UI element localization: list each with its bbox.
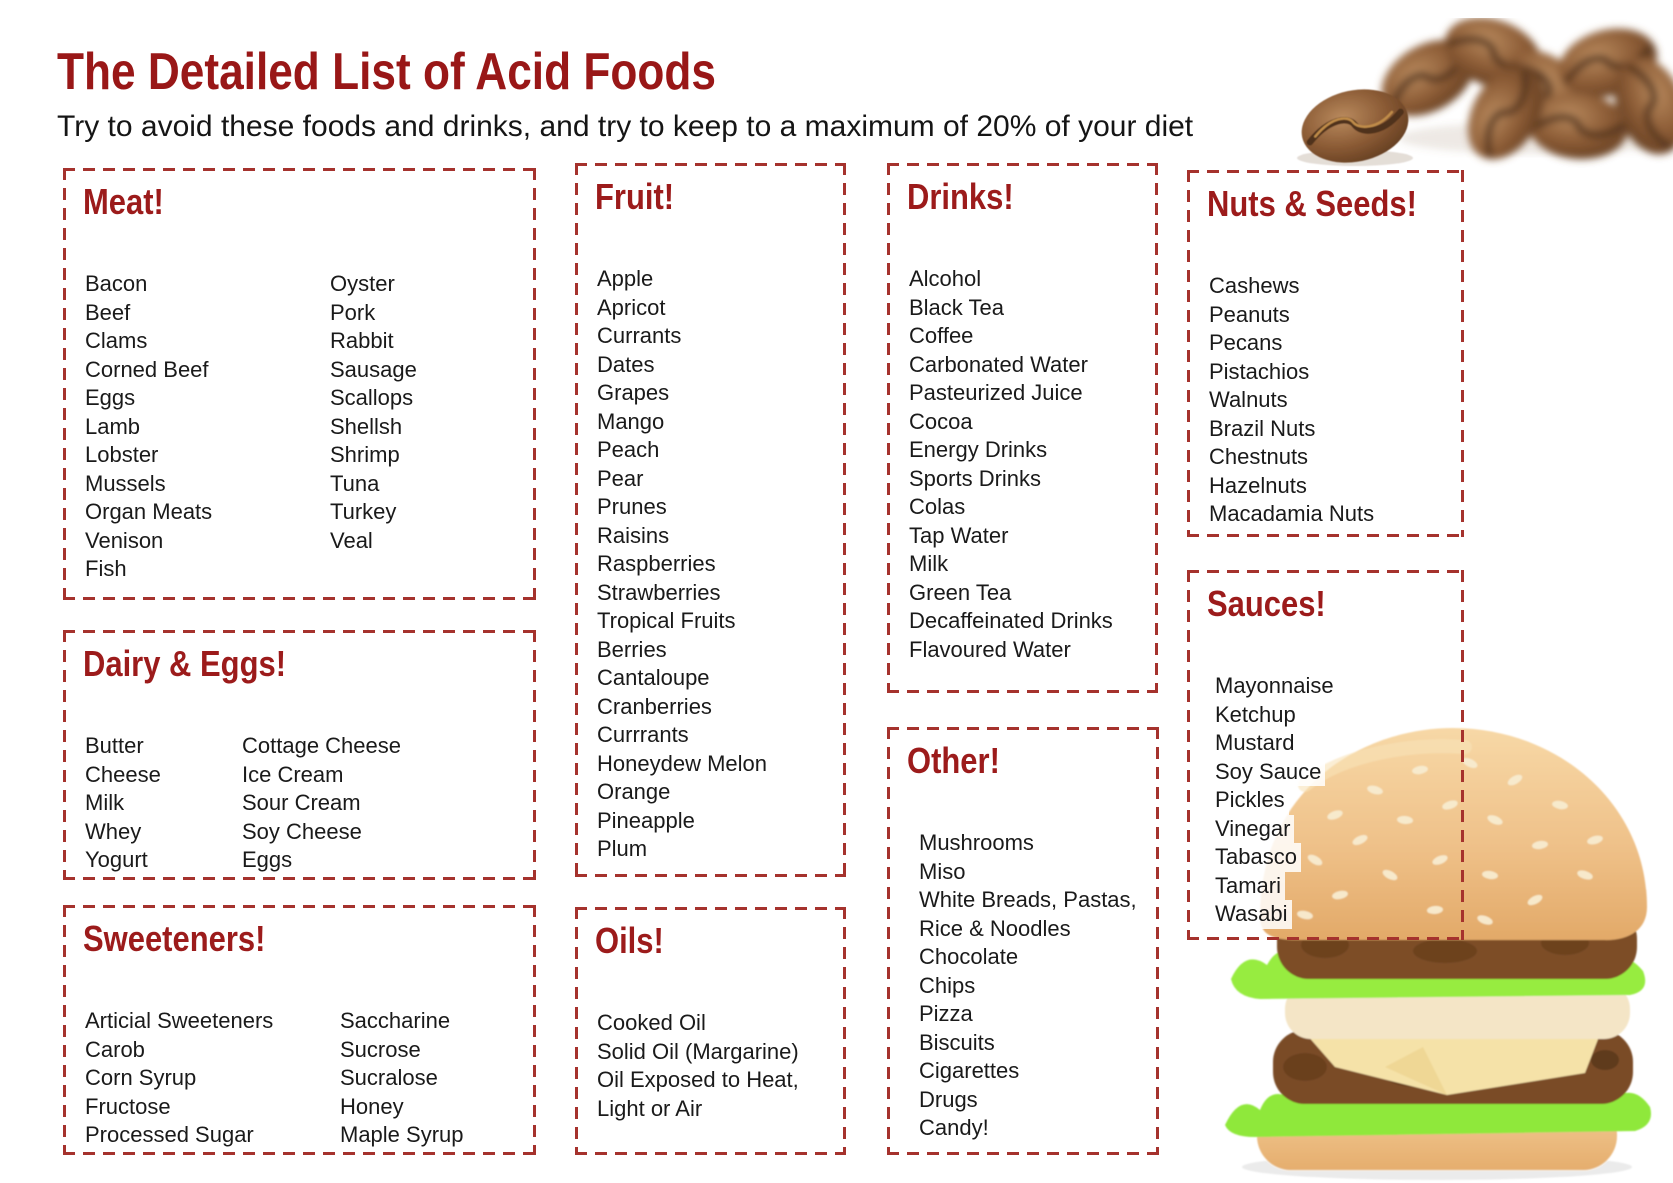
list-item: Pear	[597, 465, 647, 494]
list-item: Miso	[919, 858, 969, 887]
section-drinks	[887, 163, 1158, 693]
list-item: Shrimp	[330, 441, 404, 470]
list-item: Chocolate	[919, 943, 1022, 972]
list-item: Energy Drinks	[909, 436, 1051, 465]
list-item: Lamb	[85, 413, 144, 442]
list-item: Tuna	[330, 470, 383, 499]
list-item: Fish	[85, 555, 131, 584]
list-item: Raisins	[597, 522, 673, 551]
list-item: Scallops	[330, 384, 417, 413]
section-sauces	[1187, 570, 1464, 940]
list-item: Saccharine	[340, 1007, 454, 1036]
list-item: Soy Cheese	[242, 818, 366, 847]
list-item: Pickles	[1215, 786, 1289, 815]
food-list	[597, 1009, 803, 1123]
list-item: Organ Meats	[85, 498, 216, 527]
section-heading: Oils!	[595, 920, 664, 961]
list-item: Cigarettes	[919, 1057, 1023, 1086]
list-item: Colas	[909, 493, 969, 522]
list-item: Chestnuts	[1209, 443, 1312, 472]
page-title: The Detailed List of Acid Foods	[57, 43, 716, 101]
list-item: Candy!	[919, 1114, 993, 1143]
list-item: Raspberries	[597, 550, 720, 579]
list-item: Pizza	[919, 1000, 977, 1029]
list-item: Light or Air	[597, 1095, 706, 1124]
list-item: Wasabi	[1215, 900, 1292, 929]
section-meat	[63, 168, 536, 600]
coffee-beans-image	[1278, 18, 1673, 168]
list-item: Yogurt	[85, 846, 152, 875]
food-list	[597, 265, 771, 864]
list-item: Corned Beef	[85, 356, 213, 385]
list-item: Brazil Nuts	[1209, 415, 1319, 444]
list-item: Honeydew Melon	[597, 750, 771, 779]
list-item: Cashews	[1209, 272, 1303, 301]
list-item: Rabbit	[330, 327, 398, 356]
list-item: Oyster	[330, 270, 399, 299]
section-other	[887, 727, 1159, 1155]
section-fruit	[575, 163, 846, 877]
food-list	[909, 265, 1117, 664]
list-item: Coffee	[909, 322, 977, 351]
list-item: Currants	[597, 322, 685, 351]
list-item: Strawberries	[597, 579, 724, 608]
list-item: Orange	[597, 778, 674, 807]
list-item: Eggs	[242, 846, 296, 875]
food-list	[85, 732, 242, 875]
list-item: Mustard	[1215, 729, 1298, 758]
list-item: White Breads, Pastas,	[919, 886, 1141, 915]
food-list	[85, 1007, 340, 1150]
list-item: Tap Water	[909, 522, 1012, 551]
list-item: Whey	[85, 818, 145, 847]
section-oils	[575, 907, 846, 1155]
food-list	[340, 1007, 468, 1150]
list-item: Corn Syrup	[85, 1064, 200, 1093]
section-heading: Dairy & Eggs!	[83, 643, 287, 684]
list-item: Cooked Oil	[597, 1009, 710, 1038]
list-item: Mayonnaise	[1215, 672, 1338, 701]
list-item: Alcohol	[909, 265, 985, 294]
list-item: Apricot	[597, 294, 669, 323]
list-item: Mussels	[85, 470, 170, 499]
section-heading: Meat!	[83, 181, 164, 222]
list-item: Tabasco	[1215, 843, 1301, 872]
list-item: Butter	[85, 732, 148, 761]
list-item: Carbonated Water	[909, 351, 1092, 380]
list-item: Pork	[330, 299, 379, 328]
section-heading: Other!	[907, 740, 1000, 781]
list-item: Macadamia Nuts	[1209, 500, 1378, 529]
list-item: Apple	[597, 265, 657, 294]
list-item: Solid Oil (Margarine)	[597, 1038, 803, 1067]
list-item: Sucralose	[340, 1064, 442, 1093]
food-list	[330, 270, 421, 584]
list-item: Milk	[909, 550, 952, 579]
list-item: Decaffeinated Drinks	[909, 607, 1117, 636]
list-item: Turkey	[330, 498, 400, 527]
list-item: Bacon	[85, 270, 151, 299]
list-item: Plum	[597, 835, 651, 864]
section-heading: Drinks!	[907, 176, 1014, 217]
list-item: Pecans	[1209, 329, 1286, 358]
list-item: Veal	[330, 527, 377, 556]
food-list	[1209, 272, 1378, 529]
list-item: Hazelnuts	[1209, 472, 1311, 501]
list-item: Mushrooms	[919, 829, 1038, 858]
list-item: Articial Sweeteners	[85, 1007, 277, 1036]
list-item: Soy Sauce	[1215, 758, 1325, 787]
list-item: Grapes	[597, 379, 673, 408]
list-item: Tamari	[1215, 872, 1285, 901]
list-item: Sports Drinks	[909, 465, 1045, 494]
list-item: Black Tea	[909, 294, 1008, 323]
list-item: Flavoured Water	[909, 636, 1075, 665]
list-item: Green Tea	[909, 579, 1015, 608]
list-item: Cranberries	[597, 693, 716, 722]
list-item: Fructose	[85, 1093, 175, 1122]
list-item: Prunes	[597, 493, 671, 522]
list-item: Venison	[85, 527, 167, 556]
list-item: Cottage Cheese	[242, 732, 405, 761]
list-item: Peanuts	[1209, 301, 1294, 330]
list-item: Clams	[85, 327, 151, 356]
list-item: Pistachios	[1209, 358, 1313, 387]
list-item: Dates	[597, 351, 658, 380]
section-dairy-eggs	[63, 630, 536, 880]
list-item: Sucrose	[340, 1036, 425, 1065]
list-item: Maple Syrup	[340, 1121, 468, 1150]
food-list	[1215, 672, 1338, 929]
food-list	[85, 270, 330, 584]
list-item: Pineapple	[597, 807, 699, 836]
list-item: Pasteurized Juice	[909, 379, 1087, 408]
list-item: Sour Cream	[242, 789, 365, 818]
list-item: Chips	[919, 972, 979, 1001]
list-item: Mango	[597, 408, 668, 437]
list-item: Oil Exposed to Heat,	[597, 1066, 803, 1095]
list-item: Drugs	[919, 1086, 982, 1115]
food-list	[242, 732, 405, 875]
section-sweeteners	[63, 905, 536, 1155]
section-nuts-seeds	[1187, 170, 1464, 537]
list-item: Lobster	[85, 441, 162, 470]
list-item: Walnuts	[1209, 386, 1292, 415]
section-heading: Nuts & Seeds!	[1207, 183, 1417, 224]
list-item: Vinegar	[1215, 815, 1294, 844]
list-item: Eggs	[85, 384, 139, 413]
list-item: Berries	[597, 636, 671, 665]
list-item: Cheese	[85, 761, 165, 790]
food-list	[919, 829, 1141, 1143]
list-item: Carob	[85, 1036, 149, 1065]
section-heading: Fruit!	[595, 176, 675, 217]
list-item: Biscuits	[919, 1029, 999, 1058]
list-item: Peach	[597, 436, 663, 465]
list-item: Ketchup	[1215, 701, 1300, 730]
list-item: Shellsh	[330, 413, 406, 442]
list-item: Sausage	[330, 356, 421, 385]
list-item: Cantaloupe	[597, 664, 714, 693]
section-heading: Sauces!	[1207, 583, 1326, 624]
list-item: Cocoa	[909, 408, 977, 437]
list-item: Processed Sugar	[85, 1121, 258, 1150]
list-item: Currrants	[597, 721, 693, 750]
list-item: Milk	[85, 789, 128, 818]
page-subtitle: Try to avoid these foods and drinks, and try to keep to a maximum of 20% of your diet	[57, 110, 1194, 143]
list-item: Tropical Fruits	[597, 607, 740, 636]
list-item: Honey	[340, 1093, 408, 1122]
list-item: Rice & Noodles	[919, 915, 1075, 944]
section-heading: Sweeteners!	[83, 918, 266, 959]
list-item: Beef	[85, 299, 134, 328]
list-item: Ice Cream	[242, 761, 347, 790]
